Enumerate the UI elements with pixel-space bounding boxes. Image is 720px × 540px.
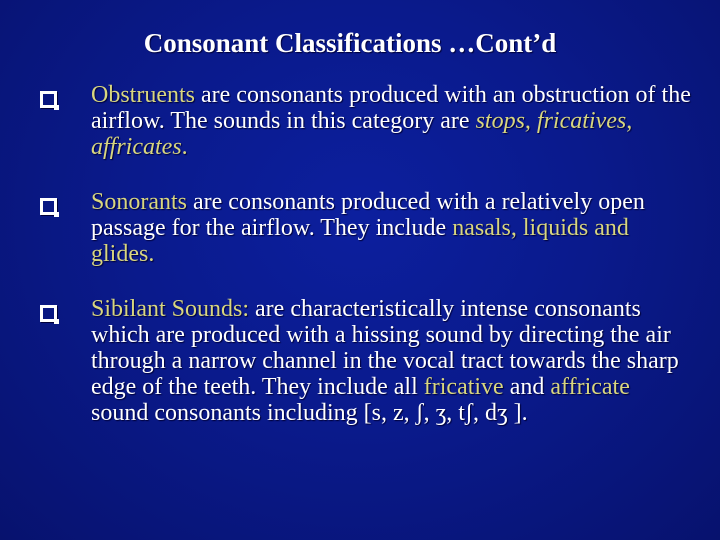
examples-text: nasals, liquids and glides [91,215,629,267]
bullet-text [91,82,691,160]
connector-text: and [503,374,551,400]
examples-text: stops, fricatives, affricates [91,108,633,160]
checkbox-square-icon [40,91,57,108]
term-sonorants: Sonorants [91,189,187,215]
slide-title: Consonant Classifications …Cont’d [143,28,557,58]
bullet-text [91,296,691,426]
highlight-affricate: affricate [550,374,630,400]
bullet-text [91,189,691,267]
period-text: . [148,241,155,267]
definition-text: are consonants produced with an obstruction of the airflow. The sounds in this category are [91,82,691,134]
term-obstruents: Obstruents [91,82,195,108]
checkbox-square-icon [40,305,57,322]
period-text: . [181,134,188,160]
checkbox-square-icon [40,198,57,215]
highlight-fricative: fricative [423,374,504,400]
closing-text: sound consonants including [s, z, ʃ, ʒ, tʃ, dʒ ]. [91,400,528,426]
definition-text: are characteristically intense consonants which are produced with a hissing sound by directing the air through a narrow channel in the vocal tract towards the sharp edge of the teeth. They include all [91,296,679,400]
term-sibilant-sounds: Sibilant Sounds: [91,296,250,322]
definition-text: are consonants produced with a relatively open passage for the airflow. They include [91,189,645,241]
